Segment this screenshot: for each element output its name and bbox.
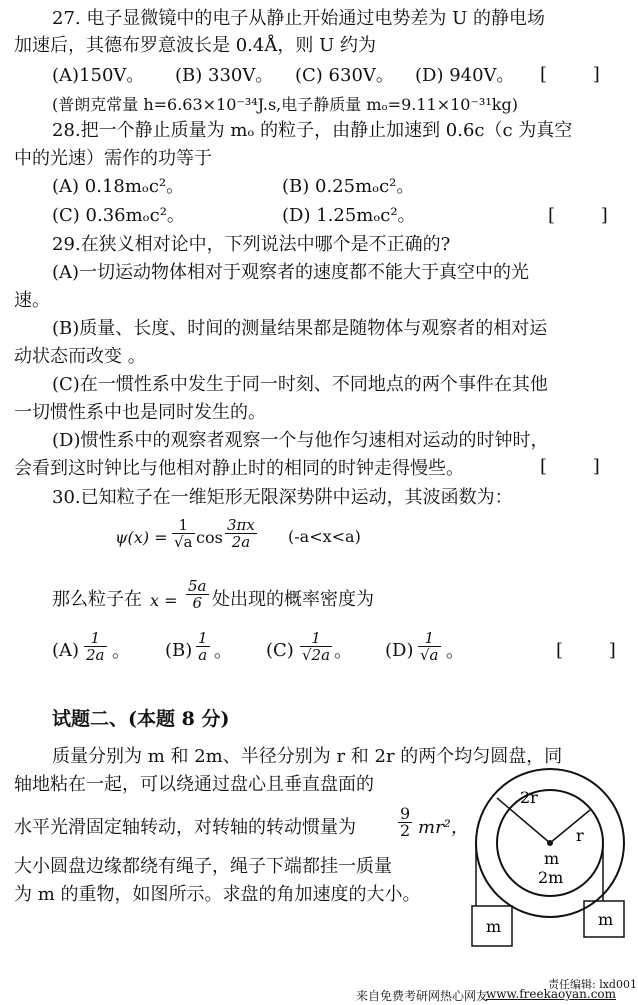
- inertia-denominator: 2: [400, 821, 411, 840]
- q30-option-d-end: 。: [446, 641, 464, 662]
- q30-option-d-label: (D): [385, 640, 414, 661]
- q30-psi-fraction: [172, 517, 195, 550]
- footer-source: 来自免费考研网热心网友: [356, 989, 489, 1003]
- inertia-numerator: 9: [400, 804, 411, 823]
- q29-option-a-line2: 速。: [14, 290, 50, 311]
- q30-cos: cos: [196, 528, 223, 547]
- q30-cos-numerator: 3πx: [227, 516, 255, 534]
- q27-option-b: (B) 330V。: [175, 65, 274, 86]
- q30-option-a-label: (A): [52, 640, 80, 661]
- q27-answer-bracket: [ ]: [540, 64, 600, 85]
- q30-option-b-fraction: [196, 630, 210, 663]
- q29-option-d-line2: 会看到这时钟比与他相对静止时的相同的时钟走得慢些。: [14, 458, 464, 479]
- radius-r-line: [550, 810, 590, 843]
- section2-para-line1: 质量分别为 m 和 2m、半径分别为 r 和 2r 的两个均匀圆盘，同: [52, 746, 563, 767]
- q29-option-b-line2: 动状态而改变 。: [14, 346, 146, 367]
- q28-line2: 中的光速）需作的功等于: [14, 148, 212, 169]
- q30-option-b-label: (B): [165, 640, 193, 661]
- q29-answer-bracket: [ ]: [540, 456, 600, 477]
- inertia-fraction: [398, 806, 412, 839]
- q29-option-c-line2: 一切惯性系中也是同时发生的。: [14, 402, 266, 423]
- label-2m: 2m: [538, 868, 564, 887]
- q27-option-a: (A)150V。: [52, 65, 145, 86]
- q30-x-fraction: [186, 578, 209, 611]
- section2-para-line5: 为 m 的重物，如图所示。求盘的角加速度的大小。: [14, 884, 421, 905]
- q30-option-c-label: (C): [266, 640, 294, 661]
- q29-option-c-line1: (C)在一惯性系中发生于同一时刻、不同地点的两个事件在其他: [52, 374, 548, 395]
- q30-x-denominator: 6: [192, 594, 203, 612]
- q30-cos-denominator: 2a: [231, 533, 251, 551]
- pulley-figure: [470, 768, 630, 968]
- q28-answer-bracket: [ ]: [548, 205, 608, 226]
- q30-option-a-end: 。: [112, 641, 130, 662]
- q30-option-c-num: 1: [300, 630, 332, 647]
- q30-option-a-fraction: [84, 630, 107, 663]
- inertia-suffix: mr²，: [418, 817, 469, 838]
- section2-heading: 试题二、(本题 8 分): [52, 708, 230, 730]
- q29-option-b-line1: (B)质量、长度、时间的测量结果都是随物体与观察者的相对运: [52, 318, 548, 339]
- q30-psi-denominator: √a: [174, 533, 193, 551]
- q28-option-a: (A) 0.18mₒc²。: [52, 176, 185, 197]
- q30-x-numerator: 5a: [188, 577, 207, 595]
- q30-range: (-a<x<a): [288, 527, 361, 546]
- left-mass-label: m: [486, 917, 502, 936]
- q27-option-c: (C) 630V。: [295, 65, 394, 86]
- q29-option-a-line1: (A)一切运动物体相对于观察者的速度都不能大于真空中的光: [52, 262, 530, 283]
- q27-line1: 27. 电子显微镜中的电子从静止开始通过电势差为 U 的静电场: [52, 8, 545, 29]
- q30-option-b-den: a: [198, 646, 208, 664]
- q28-option-c: (C) 0.36mₒc²。: [52, 205, 185, 226]
- label-m: m: [544, 849, 560, 868]
- q30-option-c-end: 。: [334, 641, 352, 662]
- right-mass-label: m: [598, 910, 614, 929]
- footer-editor: 责任编辑: lxd001: [548, 978, 637, 991]
- q27-option-d: (D) 940V。: [415, 65, 515, 86]
- q30-line3-pre: 那么粒子在: [52, 589, 142, 610]
- q30-line3-post: 处出现的概率密度为: [212, 589, 374, 610]
- q30-option-b-num: 1: [198, 629, 208, 647]
- q30-line1: 30.已知粒子在一维矩形无限深势阱中运动，其波函数为：: [52, 487, 513, 508]
- q30-option-c-fraction: [300, 630, 332, 663]
- q30-option-d-num: 1: [418, 630, 441, 647]
- q30-option-c-den: √2a: [302, 646, 331, 664]
- q27-line2: 加速后，其德布罗意波长是 0.4Å，则 U 约为: [14, 35, 376, 56]
- q30-answer-bracket: [ ]: [556, 640, 616, 661]
- label-2r: 2r: [520, 788, 538, 807]
- section2-para-line3: 水平光滑固定轴转动，对转轴的转动惯量为: [14, 817, 356, 838]
- q28-option-b: (B) 0.25mₒc²。: [282, 176, 415, 197]
- q30-option-d-fraction: [418, 630, 441, 663]
- label-r: r: [576, 826, 584, 845]
- q30-psi-label: ψ(x) =: [115, 528, 168, 547]
- q30-option-b-end: 。: [214, 641, 232, 662]
- q30-cos-fraction: [225, 517, 257, 550]
- section2-para-line4: 大小圆盘边缘都绕有绳子，绳子下端都挂一质量: [14, 856, 392, 877]
- q27-constants-note: (普朗克常量 h=6.63×10⁻³⁴J.s,电子静质量 mₒ=9.11×10⁻³¹kg): [52, 95, 518, 114]
- section2-para-line2: 轴地粘在一起，可以绕通过盘心且垂直盘面的: [14, 774, 374, 795]
- q28-option-d: (D) 1.25mₒc²。: [282, 205, 416, 226]
- q30-option-a-num: 1: [84, 630, 107, 647]
- q29-option-d-line1: (D)惯性系中的观察者观察一个与他作匀速相对运动的时钟时，: [52, 430, 549, 451]
- q28-line1: 28.把一个静止质量为 mₒ 的粒子，由静止加速到 0.6c（c 为真空: [52, 120, 573, 141]
- footer-site: www.freekaoyan.com: [486, 987, 617, 1001]
- q30-x-eq: x =: [150, 591, 178, 610]
- q30-psi-numerator: 1: [172, 517, 195, 534]
- q29-line1: 29.在狭义相对论中，下列说法中哪个是不正确的?: [52, 234, 451, 255]
- q30-option-a-den: 2a: [86, 646, 105, 664]
- q30-option-d-den: √a: [420, 646, 439, 664]
